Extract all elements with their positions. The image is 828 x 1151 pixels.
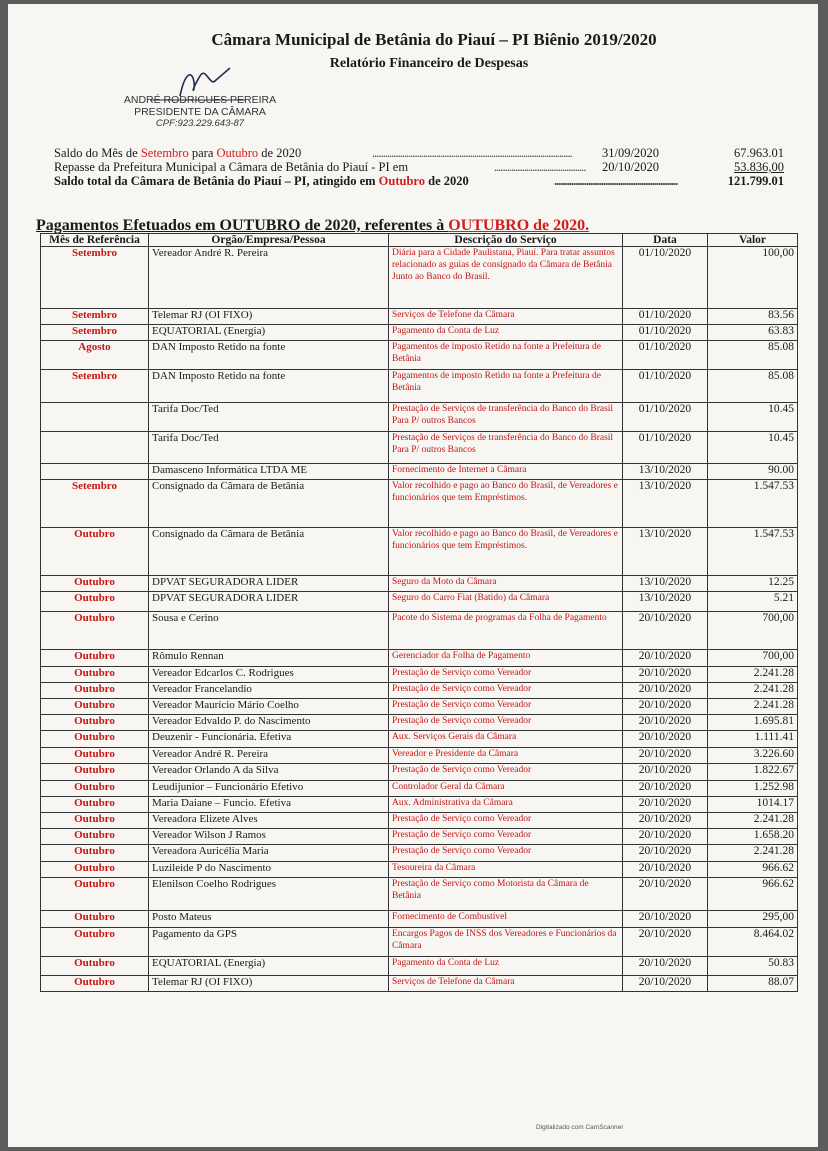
cell-description: Pagamento da Conta de Luz	[389, 325, 623, 341]
signature-cpf: CPF:923.229.643-87	[155, 118, 245, 129]
cell-date: 20/10/2020	[623, 957, 708, 976]
cell-date: 20/10/2020	[623, 829, 708, 845]
cell-month: Outubro	[41, 781, 149, 797]
cell-entity: Vereador Orlando A da Silva	[149, 764, 389, 781]
cell-entity: Telemar RJ (OI FIXO)	[149, 976, 389, 992]
cell-value: 85.08	[708, 341, 798, 370]
cell-description: Prestação de Serviço como Motorista da Câmara de Betânia	[389, 878, 623, 911]
cell-description: Seguro da Moto da Câmara	[389, 576, 623, 592]
col-header-month: Mês de Referência	[41, 234, 149, 247]
cell-entity: EQUATORIAL (Energia)	[149, 957, 389, 976]
cell-month: Outubro	[41, 829, 149, 845]
cell-description: Vereador e Presidente da Câmara	[389, 748, 623, 764]
cell-date: 01/10/2020	[623, 403, 708, 432]
balance-summary	[54, 146, 784, 188]
table-row	[41, 576, 798, 592]
cell-month: Outubro	[41, 878, 149, 911]
cell-entity: Rômulo Rennan	[149, 650, 389, 667]
cell-value: 1.822.67	[708, 764, 798, 781]
table-row	[41, 813, 798, 829]
cell-month: Outubro	[41, 576, 149, 592]
col-header-date: Data	[623, 234, 708, 247]
cell-description: Prestação de Serviço como Vereador	[389, 764, 623, 781]
cell-month: Agosto	[41, 341, 149, 370]
table-row	[41, 247, 798, 309]
cell-month: Outubro	[41, 699, 149, 715]
cell-month: Setembro	[41, 325, 149, 341]
cell-entity: Vereador Edcarlos C. Rodrigues	[149, 667, 389, 683]
table-row	[41, 748, 798, 764]
cell-month: Setembro	[41, 370, 149, 403]
table-row	[41, 683, 798, 699]
cell-entity: Vereador Francelandio	[149, 683, 389, 699]
cell-entity: Elenilson Coelho Rodrigues	[149, 878, 389, 911]
payments-heading: Pagamentos Efetuados em OUTUBRO de 2020, referentes à OUTUBRO de 2020.	[36, 217, 590, 234]
summary-row-total: Saldo total da Câmara de Betânia do Piauí – PI, atingido em Outubro de 2020 .......................................................... 121.799.01	[54, 174, 784, 188]
cell-date: 20/10/2020	[623, 976, 708, 992]
table-row	[41, 528, 798, 576]
cell-description: Prestação de Serviços de transferência do Banco do Brasil Para P/ outros Bancos	[389, 432, 623, 464]
cell-date: 20/10/2020	[623, 797, 708, 813]
cell-description: Pagamento da Conta de Luz	[389, 957, 623, 976]
cell-value: 2.241.28	[708, 699, 798, 715]
cell-entity: Vereadora Elizete Alves	[149, 813, 389, 829]
cell-month: Outubro	[41, 928, 149, 957]
cell-month: Outubro	[41, 715, 149, 731]
cell-description: Pagamentos de imposto Retido na fonte a Prefeitura de Betânia	[389, 370, 623, 403]
cell-date: 13/10/2020	[623, 480, 708, 528]
table-row	[41, 862, 798, 878]
cell-month	[41, 403, 149, 432]
col-header-value: Valor	[708, 234, 798, 247]
cell-date: 20/10/2020	[623, 764, 708, 781]
cell-date: 20/10/2020	[623, 612, 708, 650]
cell-description: Prestação de Serviço como Vereador	[389, 715, 623, 731]
col-header-entity: Órgão/Empresa/Pessoa	[149, 234, 389, 247]
cell-value: 88.07	[708, 976, 798, 992]
cell-description: Seguro do Carro Fiat (Batido) da Câmara	[389, 592, 623, 612]
cell-description: Encargos Pagos de INSS dos Vereadores e Funcionários da Câmara	[389, 928, 623, 957]
table-row	[41, 781, 798, 797]
cell-value: 3.226.60	[708, 748, 798, 764]
cell-description: Prestação de Serviço como Vereador	[389, 667, 623, 683]
cell-description: Fornecimento de Internet a Câmara	[389, 464, 623, 480]
cell-value: 8.464.02	[708, 928, 798, 957]
summary-amount-2: 53.836,00	[734, 160, 784, 174]
cell-entity: Tarifa Doc/Ted	[149, 432, 389, 464]
summary-date-1: 31/09/2020	[602, 146, 659, 160]
cell-date: 20/10/2020	[623, 845, 708, 862]
cell-entity: DAN Imposto Retido na fonte	[149, 341, 389, 370]
cell-value: 5.21	[708, 592, 798, 612]
cell-month: Setembro	[41, 480, 149, 528]
table-row	[41, 650, 798, 667]
cell-entity: Sousa e Cerino	[149, 612, 389, 650]
table-header-row	[41, 234, 798, 247]
cell-date: 20/10/2020	[623, 928, 708, 957]
table-row	[41, 928, 798, 957]
cell-month: Outubro	[41, 748, 149, 764]
cell-value: 10.45	[708, 403, 798, 432]
cell-description: Diária para a Cidade Paulistana, Piauí. Para tratar assuntos relacionado as guias de consignado da Câmara de Betânia Junto ao Banco do Brasil.	[389, 247, 623, 309]
cell-month: Outubro	[41, 528, 149, 576]
cell-description: Tesoureira da Câmara	[389, 862, 623, 878]
cell-value: 2.241.28	[708, 813, 798, 829]
cell-entity: DPVAT SEGURADORA LIDER	[149, 592, 389, 612]
cell-entity: Leudijunior – Funcionário Efetivo	[149, 781, 389, 797]
signature-role: PRESIDENTE DA CÂMARA	[134, 106, 266, 118]
table-row	[41, 309, 798, 325]
cell-value: 1.252.98	[708, 781, 798, 797]
cell-date: 20/10/2020	[623, 781, 708, 797]
cell-entity: Vereadora Auricélia Maria	[149, 845, 389, 862]
cell-date: 20/10/2020	[623, 650, 708, 667]
cell-value: 700,00	[708, 650, 798, 667]
document-title: Câmara Municipal de Betânia do Piauí – PI Biênio 2019/2020	[211, 30, 657, 49]
cell-entity: Tarifa Doc/Ted	[149, 403, 389, 432]
table-row	[41, 341, 798, 370]
cell-description: Gerenciador da Folha de Pagamento	[389, 650, 623, 667]
cell-entity: Vereador Wilson J Ramos	[149, 829, 389, 845]
cell-description: Serviços de Telefone da Câmara	[389, 309, 623, 325]
cell-date: 20/10/2020	[623, 699, 708, 715]
cell-entity: Consignado da Câmara de Betânia	[149, 528, 389, 576]
cell-value: 1.111.41	[708, 731, 798, 748]
table-row	[41, 432, 798, 464]
cell-date: 20/10/2020	[623, 731, 708, 748]
cell-description: Aux. Administrativa da Câmara	[389, 797, 623, 813]
cell-entity: Deuzenir - Funcionária. Efetiva	[149, 731, 389, 748]
cell-description: Valor recolhido e pago ao Banco do Brasil, de Vereadores e funcionários que tem Empréstimos.	[389, 480, 623, 528]
cell-value: 100,00	[708, 247, 798, 309]
payments-table	[40, 233, 798, 992]
cell-entity: EQUATORIAL (Energia)	[149, 325, 389, 341]
cell-entity: DPVAT SEGURADORA LIDER	[149, 576, 389, 592]
table-row	[41, 612, 798, 650]
scanner-watermark: Digitalizado com CamScanner	[536, 1124, 624, 1131]
table-row	[41, 592, 798, 612]
cell-month	[41, 432, 149, 464]
cell-month: Outubro	[41, 976, 149, 992]
cell-description: Controlador Geral da Câmara	[389, 781, 623, 797]
summary-row-transfer: Repasse da Prefeitura Municipal a Câmara de Betânia do Piauí - PI em ........................................... 20/10/2020 53.836,00	[54, 160, 784, 174]
cell-value: 1.658.20	[708, 829, 798, 845]
cell-month: Outubro	[41, 683, 149, 699]
summary-date-2: 20/10/2020	[602, 160, 659, 174]
cell-description: Prestação de Serviço como Vereador	[389, 845, 623, 862]
cell-value: 295,00	[708, 911, 798, 928]
cell-month: Outubro	[41, 592, 149, 612]
cell-value: 1.547.53	[708, 480, 798, 528]
table-row	[41, 480, 798, 528]
cell-entity: Damasceno Informática LTDA ME	[149, 464, 389, 480]
cell-value: 85.08	[708, 370, 798, 403]
table-row	[41, 829, 798, 845]
cell-month: Outubro	[41, 957, 149, 976]
cell-date: 01/10/2020	[623, 341, 708, 370]
cell-entity: Vereador André R. Pereira	[149, 247, 389, 309]
cell-value: 700,00	[708, 612, 798, 650]
signature-name: ANDRÉ RODRIGUES PEREIRA	[123, 94, 277, 106]
cell-entity: Vereador Edvaldo P. do Nascimento	[149, 715, 389, 731]
cell-description: Pagamentos de imposto Retido na fonte a Prefeitura de Betânia	[389, 341, 623, 370]
table-row	[41, 699, 798, 715]
cell-month: Outubro	[41, 845, 149, 862]
document-subtitle: Relatório Financeiro de Despesas	[329, 56, 529, 71]
cell-value: 90.00	[708, 464, 798, 480]
cell-value: 12.25	[708, 576, 798, 592]
signature-block	[110, 94, 290, 130]
table-row	[41, 957, 798, 976]
cell-description: Pacote do Sistema de programas da Folha de Pagamento	[389, 612, 623, 650]
table-row	[41, 370, 798, 403]
cell-entity: Vereador André R. Pereira	[149, 748, 389, 764]
cell-description: Aux. Serviços Gerais da Câmara	[389, 731, 623, 748]
cell-value: 2.241.28	[708, 845, 798, 862]
summary-row-balance: Saldo do Mês de Setembro para Outubro de 2020 .............................................................................................. 31/09/2020 67.963.01	[54, 146, 784, 160]
cell-date: 20/10/2020	[623, 715, 708, 731]
cell-value: 83.56	[708, 309, 798, 325]
cell-month: Outubro	[41, 797, 149, 813]
table-row	[41, 976, 798, 992]
cell-date: 20/10/2020	[623, 878, 708, 911]
cell-month: Outubro	[41, 862, 149, 878]
cell-date: 01/10/2020	[623, 432, 708, 464]
cell-entity: Luzileide P do Nascimento	[149, 862, 389, 878]
table-row	[41, 911, 798, 928]
cell-entity: Telemar RJ (OI FIXO)	[149, 309, 389, 325]
cell-value: 1014.17	[708, 797, 798, 813]
cell-month: Outubro	[41, 612, 149, 650]
cell-date: 01/10/2020	[623, 247, 708, 309]
cell-date: 20/10/2020	[623, 813, 708, 829]
col-header-description: Descrição do Serviço	[389, 234, 623, 247]
table-row	[41, 715, 798, 731]
cell-month: Outubro	[41, 911, 149, 928]
cell-month: Outubro	[41, 764, 149, 781]
cell-date: 01/10/2020	[623, 309, 708, 325]
cell-month: Outubro	[41, 813, 149, 829]
cell-entity: Vereador Maurício Mário Coelho	[149, 699, 389, 715]
cell-date: 13/10/2020	[623, 528, 708, 576]
cell-month: Outubro	[41, 650, 149, 667]
cell-date: 13/10/2020	[623, 592, 708, 612]
cell-value: 966.62	[708, 862, 798, 878]
cell-description: Prestação de Serviço como Vereador	[389, 683, 623, 699]
cell-date: 20/10/2020	[623, 683, 708, 699]
cell-date: 13/10/2020	[623, 576, 708, 592]
cell-date: 20/10/2020	[623, 862, 708, 878]
cell-description: Prestação de Serviço como Vereador	[389, 829, 623, 845]
cell-date: 01/10/2020	[623, 325, 708, 341]
table-row	[41, 325, 798, 341]
cell-month: Setembro	[41, 247, 149, 309]
cell-description: Fornecimento de Combustível	[389, 911, 623, 928]
table-row	[41, 731, 798, 748]
table-row	[41, 797, 798, 813]
table-row	[41, 464, 798, 480]
cell-description: Prestação de Serviços de transferência do Banco do Brasil Para P/ outros Bancos	[389, 403, 623, 432]
cell-value: 50.83	[708, 957, 798, 976]
table-row	[41, 764, 798, 781]
cell-entity: Maria Daiane – Funcio. Efetiva	[149, 797, 389, 813]
cell-value: 63.83	[708, 325, 798, 341]
cell-entity: DAN Imposto Retido na fonte	[149, 370, 389, 403]
cell-date: 13/10/2020	[623, 464, 708, 480]
cell-value: 1.695.81	[708, 715, 798, 731]
cell-value: 2.241.28	[708, 683, 798, 699]
table-row	[41, 878, 798, 911]
table-row	[41, 667, 798, 683]
cell-month: Outubro	[41, 731, 149, 748]
cell-month: Setembro	[41, 309, 149, 325]
cell-description: Prestação de Serviço como Vereador	[389, 813, 623, 829]
cell-value: 2.241.28	[708, 667, 798, 683]
cell-description: Prestação de Serviço como Vereador	[389, 699, 623, 715]
table-row	[41, 845, 798, 862]
cell-value: 1.547.53	[708, 528, 798, 576]
cell-month	[41, 464, 149, 480]
cell-month: Outubro	[41, 667, 149, 683]
cell-date: 01/10/2020	[623, 370, 708, 403]
summary-amount-total: 121.799.01	[727, 174, 784, 188]
cell-date: 20/10/2020	[623, 748, 708, 764]
cell-entity: Posto Mateus	[149, 911, 389, 928]
cell-entity: Consignado da Câmara de Betânia	[149, 480, 389, 528]
summary-amount-1: 67.963.01	[734, 146, 784, 160]
cell-description: Valor recolhido e pago ao Banco do Brasil, de Vereadores e funcionários que tem Empréstimos.	[389, 528, 623, 576]
cell-date: 20/10/2020	[623, 911, 708, 928]
cell-value: 10.45	[708, 432, 798, 464]
cell-entity: Pagamento da GPS	[149, 928, 389, 957]
cell-date: 20/10/2020	[623, 667, 708, 683]
cell-value: 966.62	[708, 878, 798, 911]
table-row	[41, 403, 798, 432]
cell-description: Serviços de Telefone da Câmara	[389, 976, 623, 992]
